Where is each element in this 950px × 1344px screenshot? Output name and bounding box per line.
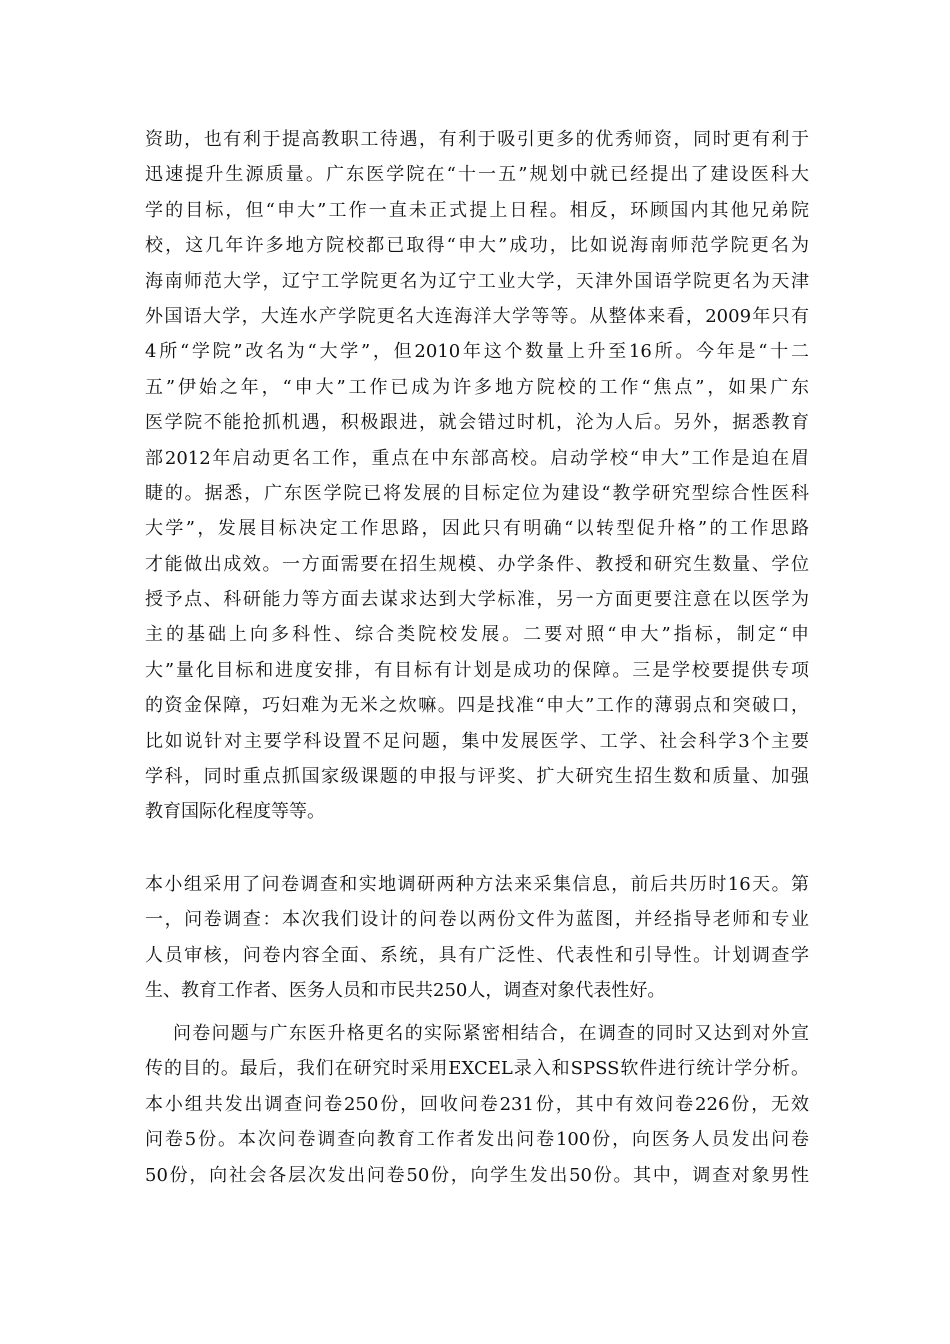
text-line: 睫的。据悉，广东医学院已将发展的目标定位为建设“教学研究型综合性医科 [145,482,809,504]
text-line: 本小组采用了问卷调查和实地调研两种方法来采集信息，前后共历时16天。第 [145,874,809,895]
text-line: 主的基础上向多科性、综合类院校发展。二要对照“申大”指标，制定“申 [145,624,809,646]
text-line: 五”伊始之年，“申大”工作已成为许多地方院校的工作“焦点”，如果广东 [145,376,809,398]
text-line: 生、教育工作者、医务人员和市民共250人，调查对象代表性好。 [145,980,666,1002]
text-line: 50份，向社会各层次发出问卷50份，向学生发出50份。其中，调查对象男性 [145,1164,809,1186]
text-line: 本小组共发出调查问卷250份，回收问卷231份，其中有效问卷226份，无效 [145,1093,809,1115]
text-line: 教育国际化程度等等。 [145,801,325,823]
text-line: 大学”，发展目标决定工作思路，因此只有明确“以转型促升格”的工作思路 [145,518,809,540]
text-line: 传的目的。最后，我们在研究时采用EXCEL录入和SPSS软件进行统计学分析。 [145,1058,809,1080]
text-line: 外国语大学，大连水产学院更名大连海洋大学等等。从整体来看，2009年只有 [145,305,809,327]
text-line: 比如说针对主要学科设置不足问题，集中发展医学、工学、社会科学3个主要 [145,730,809,752]
paragraph-2 [145,867,809,1009]
text-line: 学科，同时重点抓国家级课题的申报与评奖、扩大研究生招生数和质量、加强 [145,766,809,788]
paragraph-3 [145,1016,809,1193]
text-line: 医学院不能抢抓机遇，积极跟进，就会错过时机，沦为人后。另外，据悉教育 [145,412,809,434]
text-line: 资助，也有利于提高教职工待遇，有利于吸引更多的优秀师资，同时更有利于 [145,129,809,150]
text-line: 迅速提升生源质量。广东医学院在“十一五”规划中就已经提出了建设医科大 [145,164,809,186]
text-line: 一，问卷调查：本次我们设计的问卷以两份文件为蓝图，并经指导老师和专业 [145,909,809,931]
text-line: 大”量化目标和进度安排，有目标有计划是成功的保障。三是学校要提供专项 [145,659,809,681]
text-line: 海南师范大学，辽宁工学院更名为辽宁工业大学，天津外国语学院更名为天津 [145,270,809,292]
text-line: 部2012年启动更名工作，重点在中东部高校。启动学校“申大”工作是迫在眉 [145,447,809,469]
text-line: 校，这几年许多地方院校都已取得“申大”成功，比如说海南师范学院更名为 [145,235,809,257]
paragraph-1 [145,122,809,830]
text-line: 学的目标，但“申大”工作一直未正式提上日程。相反，环顾国内其他兄弟院 [145,199,809,221]
text-line: 问卷问题与广东医升格更名的实际紧密相结合，在调查的同时又达到对外宣 [173,1023,809,1044]
text-line: 授予点、科研能力等方面去谋求达到大学标准，另一方面更要注意在以医学为 [145,589,809,611]
text-line: 问卷5份。本次问卷调查向教育工作者发出问卷100份，向医务人员发出问卷 [145,1129,809,1151]
text-line: 4所“学院”改名为“大学”，但2010年这个数量上升至16所。今年是“十二 [145,341,809,363]
text-line: 才能做出成效。一方面需要在招生规模、办学条件、教授和研究生数量、学位 [145,553,809,575]
text-line: 的资金保障，巧妇难为无米之炊嘛。四是找准“申大”工作的薄弱点和突破口， [145,695,809,717]
text-line: 人员审核，问卷内容全面、系统，具有广泛性、代表性和引导性。计划调查学 [145,944,809,966]
